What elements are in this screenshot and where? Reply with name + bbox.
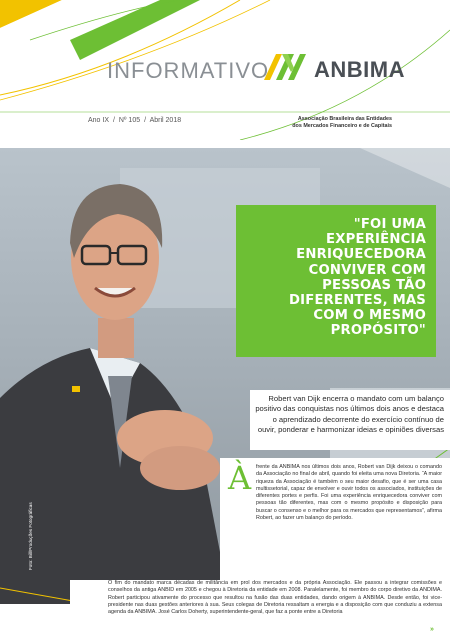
article-paragraph-1: frente da ANBIMA nos últimos dois anos, Robert van Dijk deixou o comando da Associação no final de abril, quando foi eleita uma nova Diretoria. “A maior riqueza da Associação é também o seu maior desafio, que é ser uma casa multissetorial, capaz de envolver e ouvir todos os associados, instituições de diferentes portes e perfis. Foi uma experiência enriquecedora conviver com pessoas tão diferentes, mas com o mesmo propósito e disposição para buscar o consenso e o melhor para os mercados que representamos”, afirma Robert, ao fazer um balanço do período.	[256, 464, 442, 522]
separator: /	[144, 117, 147, 124]
intro-text: Robert van Dijk encerra o mandato com um balanço positivo das conquistas nos últimos dois anos e destaca o aprendizado decorrente do exercício contínuo de ouvir, ponderar e harmonizar ideias e opiniões diversas	[255, 394, 444, 434]
brand-name: ANBIMA	[314, 57, 405, 82]
association-line-2: dos Mercados Financeiro e de Capitais	[292, 123, 392, 129]
newsletter-title: INFORMATIVO	[107, 58, 270, 83]
separator: /	[112, 117, 115, 124]
issue-date: Abril 2018	[149, 117, 182, 124]
issue-year: Ano IX	[88, 117, 110, 124]
issue-info	[88, 117, 183, 124]
drop-cap: À	[228, 459, 252, 497]
association-line-1: Associação Brasileira das Entidades	[297, 116, 392, 122]
anbima-logo-icon	[262, 52, 308, 82]
issue-number: Nº 105	[118, 117, 141, 124]
article-paragraph-2: O fim do mandato marca décadas de militância em prol dos mercados e da própria Associação. Ele passou a integrar comissões e conselhos da antiga ANBID em 2005 e chegou à Diretoria da entidade em 2008. Paralelamente, foi membro do corpo diretivo da ANDIMA. Robert participou ativamente do processo que resultou na fusão das duas entidades, dando origem à ANBIMA. Desde então, foi vice-presidente nas duas gestões anteriores à sua. Seus colegas de Diretoria ressaltam a energia e a disposição com que conduziu a extensa agenda da ANBIMA. José Carlos Doherty, superintendente-geral, que faz a ponte entre a Diretoria	[108, 580, 442, 616]
pull-quote-text: "FOI UMA EXPERIÊNCIA ENRIQUECEDORA CONVIVER COM PESSOAS TÃO DIFERENTES, MAS COM O MESMO PROPÓSITO"	[289, 217, 426, 339]
pull-quote	[236, 205, 436, 357]
association-name	[232, 116, 392, 130]
continue-arrow-icon[interactable]: »	[430, 626, 434, 633]
photo-credit: Foto: Bill/Produções Fotográficas	[28, 502, 33, 570]
